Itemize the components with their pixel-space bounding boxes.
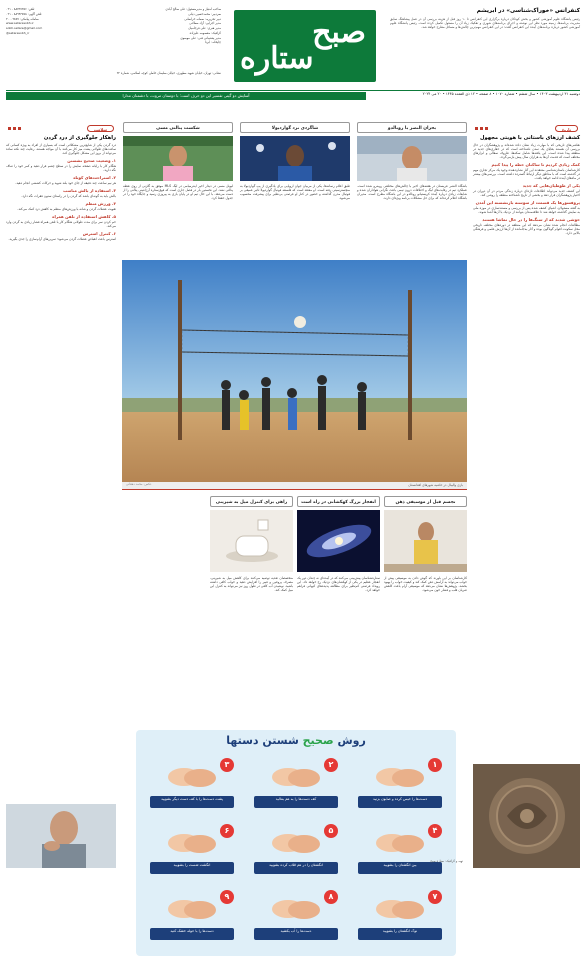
section-label: تاریخ — [555, 125, 578, 132]
social-handle[interactable]: @setaresobh_ir — [6, 30, 30, 35]
handwash-step — [250, 756, 342, 808]
article-text: هر نیم ساعت چند دقیقه از جای خود بلند شوید و حرکات کششی انجام دهید. — [15, 180, 116, 185]
story-text: لیونل مسی در دیدار اخیر اینترمیامی در لیگ MLS موفق به گلزنی از روی نقطه پنالتی نشد. این نخستین بار در فصل جاری است که فوق‌ستاره آرژانتینی پنالتی را از دست می‌دهد. با این حال تیم او در پایان بازی به پیروزی رسید و جایگاه خود را در جدول حفظ کرد. — [123, 184, 233, 200]
newspaper-logo — [234, 10, 376, 82]
volleyball-photo — [122, 260, 467, 482]
article-text: بالش باید به گونه‌ای باشد که گردن را در راستای ستون فقرات نگه دارد. — [21, 193, 116, 198]
hands-icon — [372, 760, 428, 794]
lead-text: رئیس پانشگاه علوم آموزشی کشور و بخش کودکان درباره برگزاری این کنفرانس تا ۱۰ روز قبل از هزینه بررسی آن در عمل پیشاهنگ سابق مدیریت برنامه‌ها، زمینه مورد نظر این نوشته و اجرای برنامه‌های شهری و تفکیک زیاد آن را مسئول تکمیل کرده است. رئیس پانشگاه علوم آموزشی کشور درباره برنامه‌های آینده این کنفرانس گفت: در این کنفرانس مهم‌ترین چالش‌ها و مسائل مطرح خواهد شد. — [390, 16, 580, 29]
history-column — [473, 124, 580, 868]
step-number: ۲ — [324, 758, 338, 772]
main-content — [122, 102, 467, 933]
slogan-banner: آسایش دو گیتی تفسیر این دو حرف است: با دوستان مروت، با دشمنان مدارا — [6, 92, 366, 100]
music-photo — [384, 510, 467, 572]
top-story-photos — [122, 136, 467, 181]
step-number: ۳ — [220, 758, 234, 772]
handwash-step — [354, 888, 446, 940]
story-text: کارشناسان بر این باورند که گوش دادن به موسیقی پیش از خواب می‌تواند به آرامش ذهن کمک کند و کیفیت خواب را بهبود بخشد. پژوهش‌ها نشان می‌دهد که موسیقی آرام باعث کاهش ضربان قلب و فشار خون می‌شود. — [384, 576, 467, 592]
staff-box — [6, 8, 221, 92]
article-subhead: پروفسور‌ها یک قسمت از سوسته بازنشسته این آمدن — [475, 199, 580, 205]
handwash-step — [146, 888, 238, 940]
article-text: استرس باعث انقباض عضلات گردن می‌شود؛ تمرین‌های آرام‌سازی را جدی بگیرید. — [8, 236, 116, 241]
article-subhead: ۲. استراحت‌های کوتاه — [73, 174, 116, 180]
sugar-photo — [210, 510, 293, 572]
poster-title — [136, 734, 456, 748]
staff-line: چاپخانه: ایرنا — [205, 40, 221, 45]
story-header: راهی برای کنترل میل به شیرینی — [210, 496, 293, 507]
handwash-step — [250, 822, 342, 874]
staff-line: گرافیک: معصومه علیزاده — [189, 30, 221, 35]
step-label: انگشتان را در هم قلاب کرده بشویید — [254, 862, 338, 874]
article-subhead: ۳. استفاده از بالش مناسب — [63, 187, 116, 193]
step-label: بین انگشتان را بشویید — [358, 862, 442, 874]
article-subhead: خوشی شدند که از سنگ‌ها را در حال تماشا هستند — [482, 216, 580, 222]
story-header: انفجار بزرگ کهکشانی در راه است — [297, 496, 380, 507]
article-text: نقاشی‌های تاریخی که با مهارت زیاد نشان داده شده‌اند و پژوهشگران در حال بررسی آن هستند بقایای یک تمدن ناشناخته است که در حفاری‌های جدید در منطقه پیدا شده است. این یافته‌ها شامل سکه‌ها، ظروف سفالی و ابزارهای مختلف است که قدمت آن‌ها به هزاران سال پیش بازمی‌گردد. — [473, 142, 580, 159]
newspaper-page — [6, 6, 580, 933]
handwash-step — [250, 888, 342, 940]
story-header: شکست پنالتی مسی — [123, 122, 233, 133]
article-subhead: کمک زیادی کردیم تا ساکنان خطه را پیدا کنیم — [491, 161, 580, 167]
photo-credit: عکس: محمد دهقانی — [126, 482, 152, 486]
poster-credit: تهیه و گرافیک: ستاره صبح — [430, 859, 463, 863]
handwash-step — [354, 756, 446, 808]
hands-icon — [164, 826, 220, 860]
messi-photo — [123, 136, 233, 181]
article-text: به گفته مسئولان، اشیای کشف شده پس از بررسی و مستندسازی در موزه ملی به نمایش گذاشته خواهد شد تا علاقه‌مندان بتوانند از نزدیک با آن‌ها آشنا شوند. — [473, 205, 580, 214]
contact-line: تلفن آگهی: ۸۸۹۴۳۷۵۸ - ۰۲۱ — [6, 11, 42, 16]
step-number: ۸ — [324, 890, 338, 904]
hands-icon — [268, 826, 324, 860]
lead-title: کنفرانس «خوراک‌شناسی» در ابریشم — [476, 8, 580, 14]
contact-line: سامانه پیامکی: ۳۰۰۰۹۸۷۷ — [6, 16, 39, 21]
hands-icon — [372, 826, 428, 860]
artifact-photo — [473, 764, 580, 868]
guardiola-photo — [240, 136, 350, 181]
story-header: بحران النصر با رونالدو — [357, 122, 467, 133]
neck-pain-photo — [6, 804, 116, 864]
issue-date: دوشنبه ۳۱ اردیبهشت ۱۴۰۳ • سال ششم • شماره ۱۰۷۰ • ۸ صفحه • ۱۲ ذی القعده ۱۴۴۵ • ۲۰ می ۲۰۲۴ — [422, 92, 580, 96]
article-subhead: یکی از طوطیان‌هایی که جدید — [522, 182, 580, 188]
article-text: این کشف جدید می‌تواند اطلاعات تازه‌ای درباره زندگی مردم در آن دوران در اختیار پژوهشگران قرار دهد و بخشی از تاریخ ناشناخته منطقه را روشن کند. — [473, 188, 580, 197]
address-line: نشانی: تهران، خیابان شهید مطهری، خیابان سلیمان خاطر، کوچه اسلامی، شماره ۲۲ — [116, 71, 221, 75]
step-label: دست‌ها را خیس کرده و صابون بزنید — [358, 796, 442, 808]
step-label: نوک انگشتان را بشویید — [358, 928, 442, 940]
story-text: متخصصان تغذیه توصیه می‌کنند برای کاهش میل به شیرینی، مصرف پروتئین و فیبر را افزایش دهید و خواب کافی داشته باشید. نوشیدن آب کافی در طول روز نیز می‌تواند به کنترل این میل کمک کند. — [210, 576, 293, 592]
handwash-step — [354, 822, 446, 874]
contact-list — [6, 8, 111, 37]
staff-line: دبیر تحریریه: سمانه خراسانی — [184, 16, 221, 21]
article-text: درد گردن یکی از شایع‌ترین مشکلاتی است که بسیاری از افراد به ویژه کسانی که ساعت‌های طولانی پشت میز کار می‌کنند با آن مواجه هستند. رعایت چند نکته ساده می‌تواند از بروز این مشکل جلوگیری کند. — [6, 142, 116, 155]
step-number: ۹ — [220, 890, 234, 904]
hands-icon — [164, 892, 220, 926]
masthead — [6, 6, 580, 101]
article-text: هنگام کار با رایانه صفحه نمایش را در سطح چشم قرار دهید و کمر خود را صاف نگه دارید. — [6, 163, 116, 172]
handwash-poster — [136, 730, 456, 956]
decorative-dots — [475, 127, 489, 130]
step-label: دست‌ها را با حوله خشک کنید — [150, 928, 234, 940]
article-text: کارشناسان باستان‌شناسی معتقدند این آثار نشان‌دهنده وجود یک مرکز تجاری مهم در گذشته است که با مناطق دیگر ارتباط گسترده داشته است. بررسی‌های بیشتر در ماه‌های آینده ادامه خواهد یافت. — [473, 167, 580, 180]
step-label: پشت دست‌ها را با کف دست دیگر بشویید — [150, 796, 234, 808]
staff-line: مدیر اجرایی: آزاد مطاعی — [189, 21, 221, 26]
section-tag — [473, 124, 580, 133]
hands-icon — [372, 892, 428, 926]
email-link[interactable]: sobh.setare@gmail.com — [6, 26, 43, 30]
photo-caption: بازی والیبال در حاشیه شهرهای افغانستان — [408, 483, 463, 487]
logo-word-top: صبح — [312, 15, 366, 50]
article-text: خم کردن سر برای مدت طولانی هنگام کار با تلفن همراه فشار زیادی به گردن وارد می‌کند. — [6, 219, 116, 228]
mid-story-texts — [122, 576, 467, 716]
poster-title-part: صحیح — [302, 734, 334, 747]
article-subhead: ۵. کاهش استفاده از تلفن همراه — [52, 213, 116, 219]
galaxy-photo — [297, 510, 380, 572]
dateline-bar — [6, 90, 580, 100]
story-header: تجسم قبل از موسیقی ذهن — [384, 496, 467, 507]
section-label: سلامت — [87, 125, 114, 132]
article-title: کشف ارزهای باستانی با هویتی مجهول — [480, 135, 580, 141]
decorative-dots — [8, 127, 22, 130]
handwash-step — [146, 822, 238, 874]
step-number: ۴ — [428, 824, 442, 838]
step-number: ۵ — [324, 824, 338, 838]
article-text: مطالعات انجام شده نشان می‌دهد که این منطقه در دوره‌های مختلف تاریخی محل سکونت اقوام گوناگون بوده و آثار به‌جامانده از آن‌ها ارزش علمی و فرهنگی بالایی دارد. — [473, 222, 580, 235]
hands-icon — [268, 892, 324, 926]
article-subhead: ۱. وضعیت صحیح نشستن — [67, 157, 116, 163]
article-title: راهکار جلوگیری از درد گردن — [43, 135, 116, 141]
poster-title-part: شستن دستها — [226, 734, 299, 747]
handwash-step — [146, 756, 238, 808]
staff-line: مدیر پشتیبانی فنی: علی موسوی — [180, 35, 221, 40]
lead-story — [390, 8, 580, 92]
photo-caption-bar — [122, 482, 467, 490]
website-link[interactable]: www.setaresobh.ir — [6, 21, 34, 26]
article-text: تقویت عضلات گردن و شانه با ورزش‌های منظم به کاهش درد کمک می‌کند. — [17, 206, 116, 211]
top-story-headers — [122, 122, 467, 136]
health-column — [6, 124, 116, 868]
logo-word-bottom: ستاره — [240, 41, 314, 76]
hands-icon — [164, 760, 220, 794]
hands-icon — [268, 760, 324, 794]
ronaldo-photo — [357, 136, 467, 181]
story-text: طبق اعلام رسانه‌ها، یکی از مربیان جوان اروپایی برای یادگیری از پپ گواردیولا به منچسترسیتی رفته است. او معتقد است که فلسفه فوتبال گواردیولا تاثیر عمیقی بر فوتبال مدرن گذاشته و حضور در کنار او فرصتی بی‌نظیر برای پیشرفت محسوب می‌شود. — [240, 184, 350, 200]
staff-line: مدیر هنری: علی فرجامیان — [188, 26, 221, 30]
article-subhead: ۴. ورزش منظم — [85, 200, 116, 206]
top-story-texts — [122, 184, 467, 256]
step-label: دست‌ها را آب بکشید — [254, 928, 338, 940]
mid-story-headers — [122, 496, 467, 508]
staff-line: صاحب امتیاز و مدیرمسئول: علی صالح آبادی — [165, 7, 221, 11]
step-label: انگشت شست را بشویید — [150, 862, 234, 874]
story-text: ستاره‌شناسان پیش‌بینی می‌کنند که در آینده‌ای نه چندان دور یک انفجار عظیم در یکی از کهکشان‌های نزدیک رخ خواهد داد. این رویداد فرصتی کم‌نظیر برای مطالعه پدیده‌های کیهانی فراهم خواهد کرد. — [297, 576, 380, 592]
story-header: شاگردی نزد گواردیولا — [240, 122, 350, 133]
story-text: باشگاه النصر عربستان در هفته‌های اخیر با چالش‌های مختلفی روبه‌رو شده است. عملکرد تیم در رقابت‌های لیگ و اختلافات درون تیمی باعث نگرانی هواداران شده و شایعات زیادی درباره آینده کریستیانو رونالدو در این باشگاه مطرح است. مدیران باشگاه اعلام کرده‌اند که برای حل مشکلات برنامه ویژه‌ای دارند. — [357, 184, 467, 200]
staff-list — [116, 8, 221, 46]
step-number: ۱ — [428, 758, 442, 772]
mid-story-photos — [122, 510, 467, 572]
section-tag — [6, 124, 116, 133]
contact-line: تلفن: ۸۸۷۹۷۳۵۶ - ۰۲۱ — [6, 7, 35, 11]
article-subhead: ۶. کنترل استرس — [82, 230, 116, 236]
step-label: کف دست‌ها را به هم بمالید — [254, 796, 338, 808]
step-number: ۶ — [220, 824, 234, 838]
poster-title-part: روش — [337, 734, 366, 747]
step-number: ۷ — [428, 890, 442, 904]
staff-line: سردبیر: محمدحسین دیانی — [188, 11, 221, 16]
